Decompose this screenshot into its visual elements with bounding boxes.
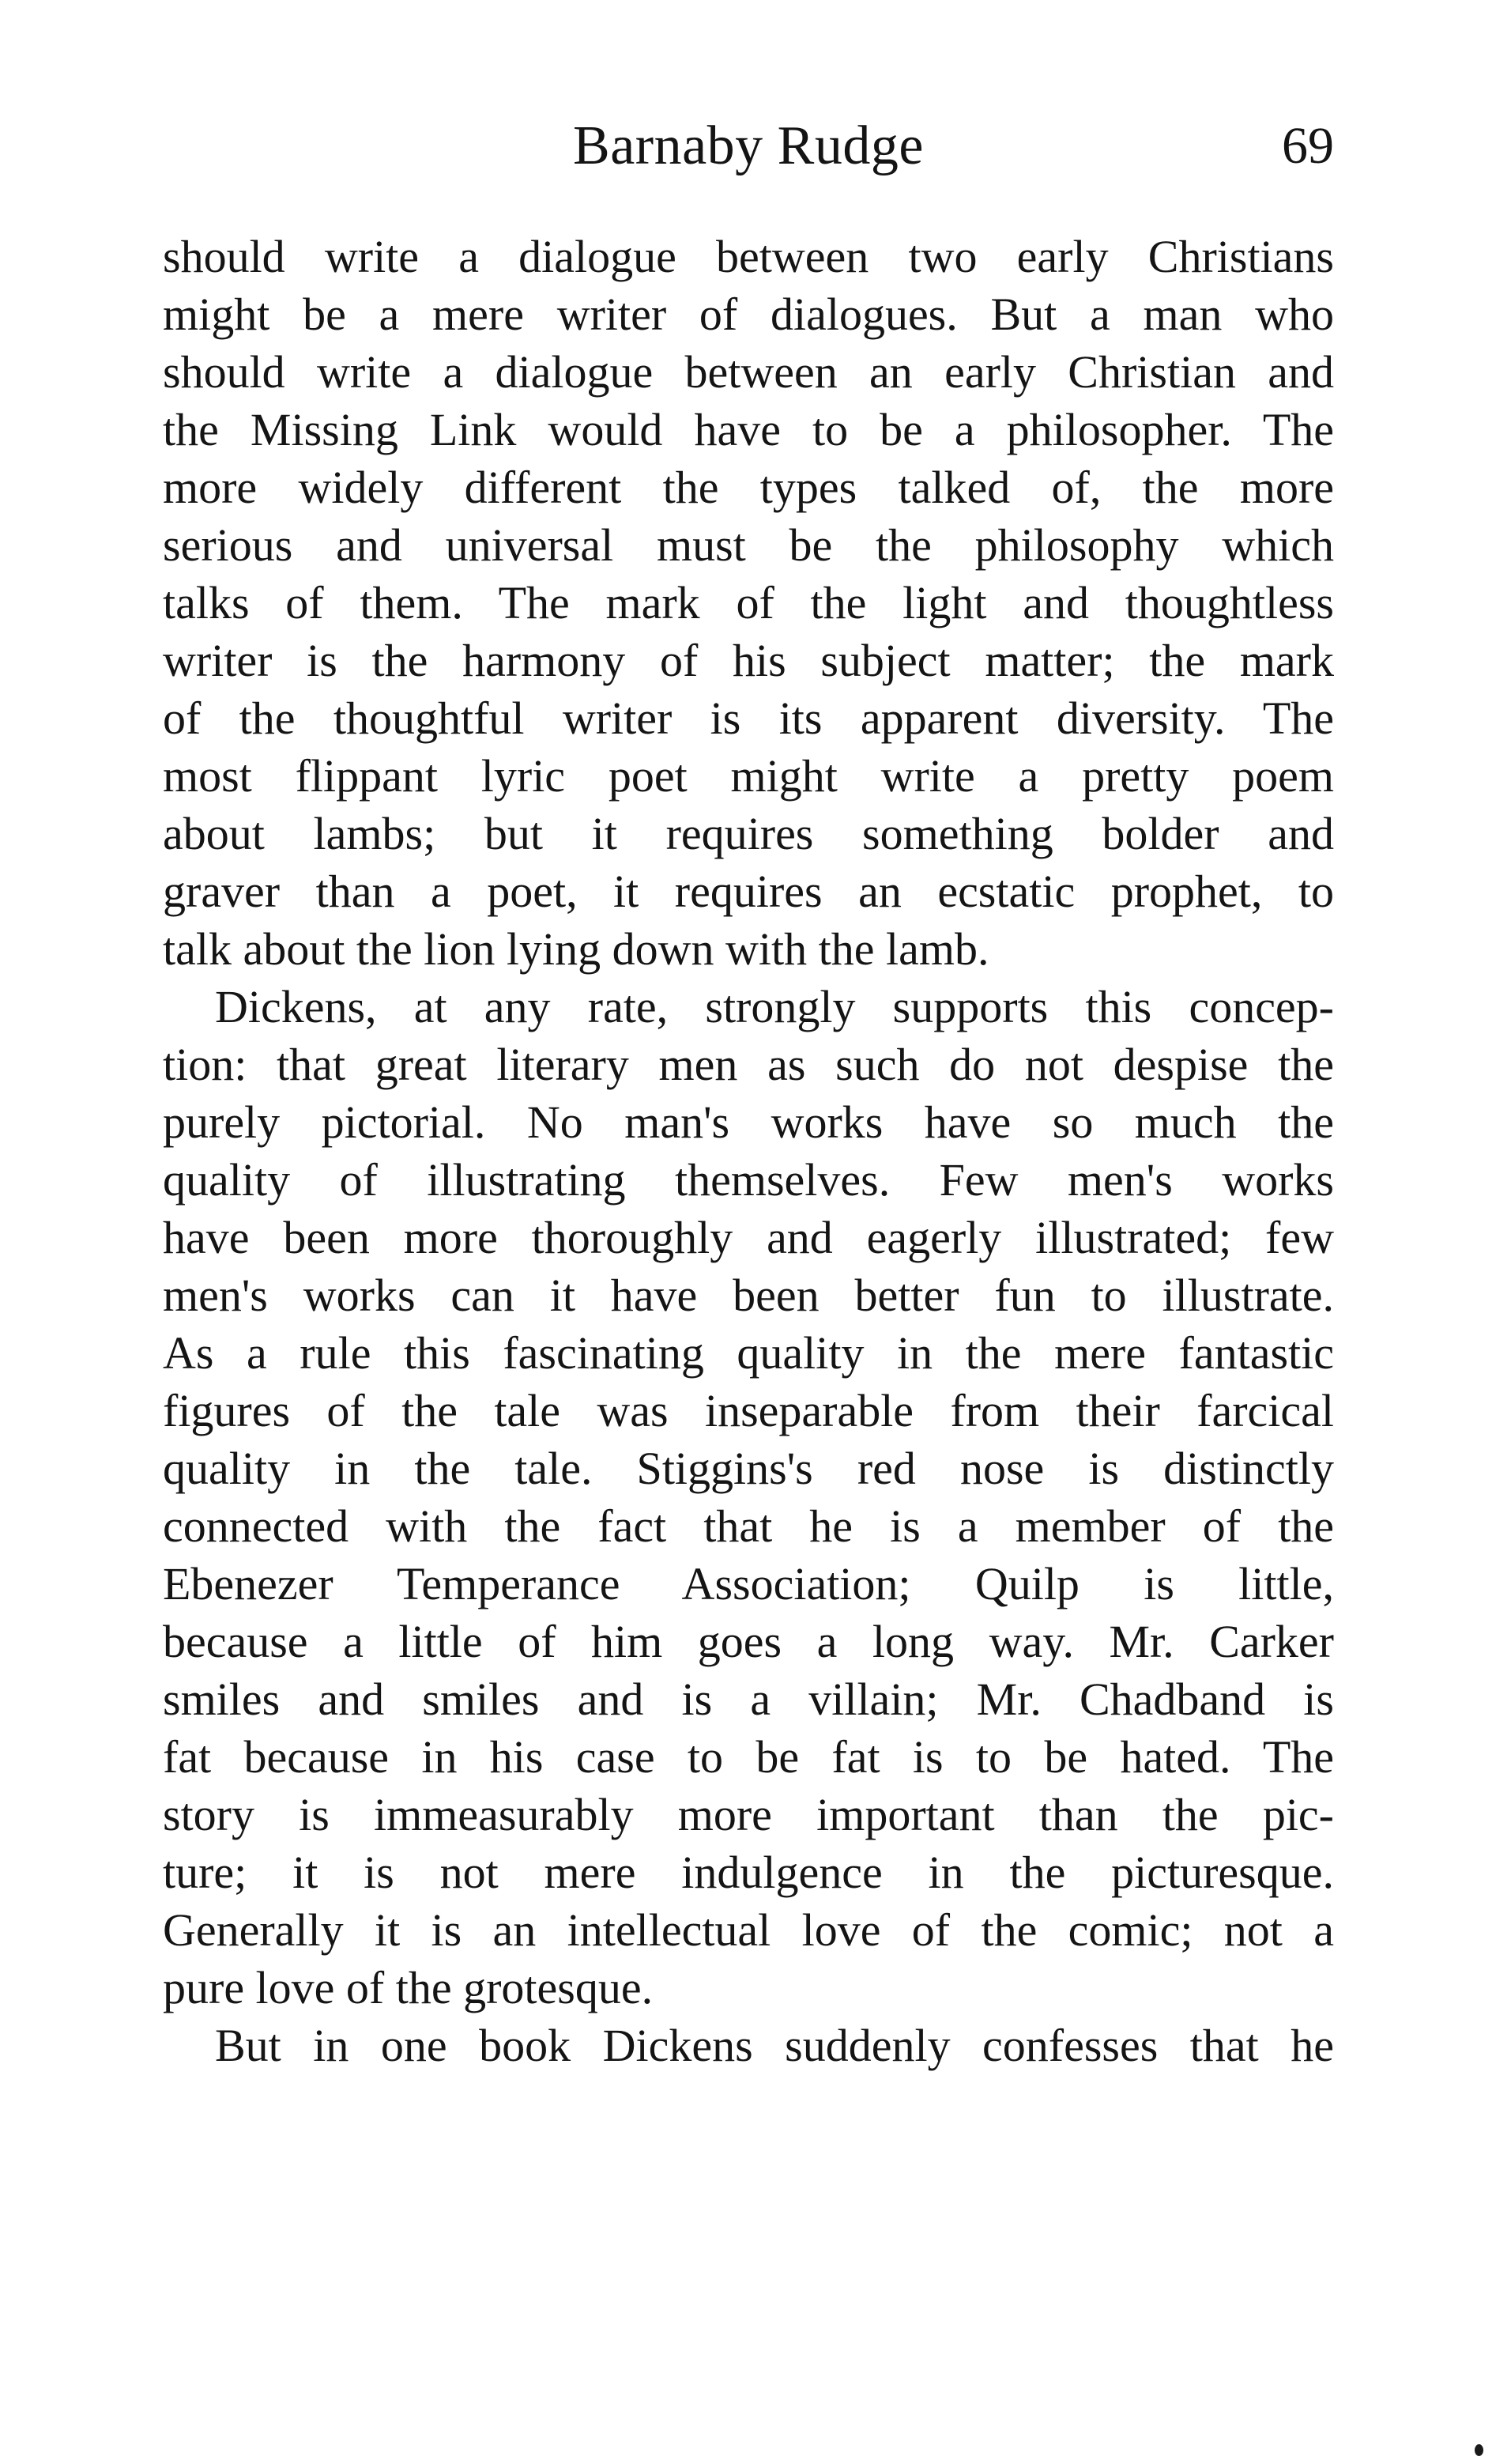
text-line: smiles and smiles and is a villain; Mr. Chadband is — [163, 1673, 1334, 1725]
text-line: figures of the tale was inseparable from their farcical — [163, 1385, 1334, 1436]
paragraph-start-line: Dickens, at any rate, strongly supports this concep- — [215, 981, 1334, 1032]
text-line: graver than a poet, it requires an ecstatic prophet, to — [163, 866, 1334, 917]
text-line: Ebenezer Temperance Association; Quilp is little, — [163, 1558, 1334, 1609]
text-line: As a rule this fascinating quality in the mere fantastic — [163, 1327, 1334, 1379]
text-line: Generally it is an intellectual love of the comic; not a — [163, 1904, 1334, 1956]
text-line: talks of them. The mark of the light and thoughtless — [163, 577, 1334, 628]
text-line: connected with the fact that he is a member of the — [163, 1500, 1334, 1552]
paragraph-start-line: But in one book Dickens suddenly confesses that he — [215, 2020, 1334, 2071]
text-line: the Missing Link would have to be a philosopher. The — [163, 404, 1334, 455]
text-line: might be a mere writer of dialogues. But a man who — [163, 289, 1334, 340]
running-title: Barnaby Rudge — [573, 115, 924, 176]
body-text — [163, 228, 1334, 2074]
text-line: have been more thoroughly and eagerly illustrated; few — [163, 1212, 1334, 1263]
text-line: fat because in his case to be fat is to be hated. The — [163, 1731, 1334, 1783]
text-line: tion: that great literary men as such do not despise the — [163, 1039, 1334, 1090]
text-line: ture; it is not mere indulgence in the picturesque. — [163, 1847, 1334, 1898]
running-header — [163, 111, 1334, 182]
text-line: of the thoughtful writer is its apparent diversity. The — [163, 692, 1334, 744]
paragraph-end-line: talk about the lion lying down with the lamb. — [163, 923, 989, 975]
text-line: writer is the harmony of his subject matter; the mark — [163, 635, 1334, 686]
text-line: should write a dialogue between two early Christians — [163, 231, 1334, 282]
text-line: should write a dialogue between an early Christian and — [163, 346, 1334, 398]
paragraph-end-line: pure love of the grotesque. — [163, 1962, 654, 2013]
text-line: more widely different the types talked of, the more — [163, 462, 1334, 513]
text-line: serious and universal must be the philosophy which — [163, 519, 1334, 571]
text-line: quality of illustrating themselves. Few men's works — [163, 1154, 1334, 1206]
text-line: men's works can it have been better fun to illustrate. — [163, 1270, 1334, 1321]
page-number: 69 — [1282, 117, 1334, 175]
text-line: about lambs; but it requires something bolder and — [163, 808, 1334, 859]
text-line: purely pictorial. No man's works have so much the — [163, 1096, 1334, 1148]
text-line: because a little of him goes a long way. Mr. Carker — [163, 1616, 1334, 1667]
text-line: story is immeasurably more important than the pic- — [163, 1789, 1334, 1840]
text-line: quality in the tale. Stiggins's red nose is distinctly — [163, 1443, 1334, 1494]
text-line: most flippant lyric poet might write a pretty poem — [163, 750, 1334, 802]
scan-speck-mark — [1475, 2444, 1483, 2456]
